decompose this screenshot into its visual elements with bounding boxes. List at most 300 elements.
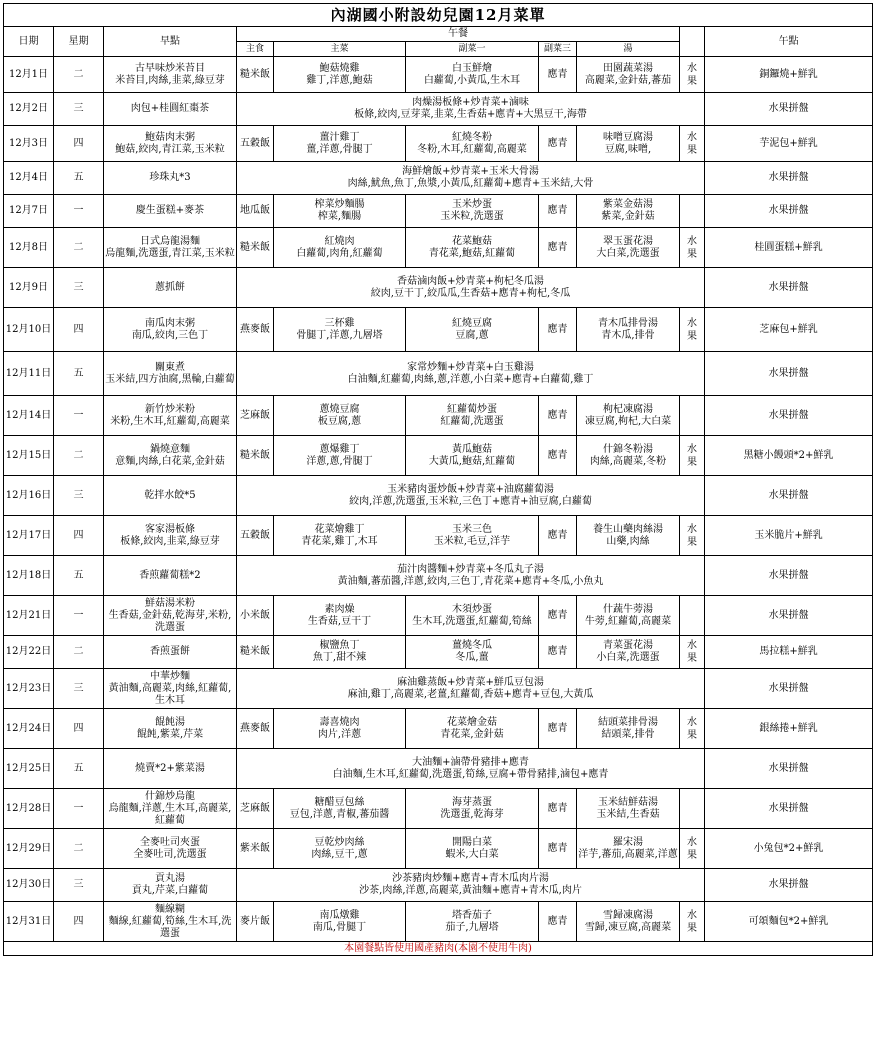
staple-cell: 紫米飯	[237, 829, 274, 869]
breakfast-cell-line: 鮑菇肉末粥	[145, 131, 195, 143]
fruit-cell	[680, 57, 705, 93]
fruit-cell	[680, 228, 705, 268]
side1-cell-line: 開陽白菜	[452, 836, 492, 848]
breakfast-cell-line: 貢丸,芹菜,白蘿蔔	[131, 885, 209, 896]
lunch-combined-cell-line: 海鮮燴飯+炒青菜+玉米大骨湯	[402, 166, 539, 177]
weekday-cell: 五	[54, 556, 104, 596]
side1-cell-line: 豆腐,蔥	[455, 329, 489, 341]
main-cell-line: 蔥燒豆腐	[319, 403, 360, 415]
soup-cell	[577, 57, 680, 93]
breakfast-cell-line: 鮑菇,絞肉,青江菜,玉米粒	[115, 143, 225, 155]
side3-cell: 應青	[539, 516, 577, 556]
soup-cell-line: 結頭菜排骨湯	[598, 716, 658, 728]
weekday-cell: 二	[54, 436, 104, 476]
date-cell: 12月21日	[4, 596, 54, 636]
menu-body	[4, 57, 873, 942]
header-snack: 午點	[705, 27, 873, 57]
soup-cell	[577, 228, 680, 268]
breakfast-cell-line: 米苔目,肉絲,韭菜,綠豆芽	[115, 74, 225, 86]
menu-row	[4, 57, 873, 93]
header-side1: 副菜一	[406, 42, 539, 57]
side1-cell-line: 白玉鮮燴	[452, 62, 492, 74]
lunch-combined-cell-line: 絞肉,洋蔥,洗選蛋,玉米粒,三色丁+應青+油豆腐,白蘿蔔	[349, 495, 592, 507]
main-cell-line: 雞丁,洋蔥,鮑菇	[306, 74, 373, 86]
breakfast-cell	[104, 669, 237, 709]
soup-cell-line: 紫菜,金針菇	[601, 211, 655, 222]
breakfast-cell-line: 板條,絞肉,韭菜,綠豆芽	[120, 535, 220, 547]
breakfast-cell-line: 意麵,肉絲,白花菜,金針菇	[115, 455, 225, 467]
breakfast-cell	[104, 596, 237, 636]
breakfast-cell	[104, 93, 237, 126]
main-cell-line: 鮑菇燒雞	[319, 62, 360, 74]
breakfast-cell-line: 燒賣*2+紫菜湯	[135, 762, 205, 774]
snack-cell: 水果拼盤	[705, 93, 873, 126]
menu-row	[4, 516, 873, 556]
snack-cell: 水果拼盤	[705, 869, 873, 902]
side1-cell-line: 大黃瓜,鮑菇,紅蘿蔔	[428, 455, 516, 467]
fruit-char: 果	[687, 144, 697, 156]
fruit-char: 果	[687, 330, 697, 342]
side3-cell: 應青	[539, 709, 577, 749]
lunch-combined-cell	[237, 476, 705, 516]
snack-cell: 水果拼盤	[705, 476, 873, 516]
soup-cell-line: 什錦冬粉湯	[603, 443, 653, 455]
lunch-combined-cell-line: 白油麵,紅蘿蔔,肉絲,蔥,洋蔥,小白菜+應青+白蘿蔔,雞丁	[347, 373, 594, 385]
staple-cell: 芝麻飯	[237, 789, 274, 829]
breakfast-cell	[104, 636, 237, 669]
header-staple: 主食	[237, 42, 274, 57]
date-cell: 12月18日	[4, 556, 54, 596]
main-cell-line: 骨腿丁,洋蔥,九層塔	[296, 329, 383, 341]
breakfast-cell	[104, 268, 237, 308]
date-cell: 12月2日	[4, 93, 54, 126]
breakfast-cell	[104, 436, 237, 476]
soup-cell-line: 牛蒡,紅蘿蔔,高麗菜	[584, 615, 672, 627]
main-cell-line: 糖醋豆包絲	[314, 796, 365, 808]
menu-row	[4, 636, 873, 669]
fruit-char: 果	[687, 729, 697, 741]
weekday-cell: 三	[54, 669, 104, 709]
lunch-combined-cell	[237, 268, 705, 308]
soup-cell	[577, 126, 680, 162]
staple-cell: 糙米飯	[237, 636, 274, 669]
side1-cell-line: 塔香茄子	[452, 909, 492, 921]
soup-cell-line: 味噌豆腐湯	[603, 131, 653, 143]
soup-cell	[577, 308, 680, 352]
breakfast-cell-line: 蔥抓餅	[155, 281, 185, 293]
fruit-cell	[680, 596, 705, 636]
main-cell-line: 生香菇,豆干丁	[307, 615, 372, 627]
breakfast-cell-line: 南瓜肉末粥	[145, 317, 195, 329]
side3-cell: 應青	[539, 228, 577, 268]
snack-cell: 水果拼盤	[705, 669, 873, 709]
snack-cell: 芋泥包+鮮乳	[705, 126, 873, 162]
weekday-cell: 二	[54, 228, 104, 268]
header-main: 主菜	[274, 42, 406, 57]
side1-cell-line: 玉米三色	[452, 523, 492, 535]
breakfast-cell	[104, 556, 237, 596]
main-cell	[274, 126, 406, 162]
main-cell-line: 青花菜,雞丁,木耳	[301, 535, 378, 547]
lunch-combined-cell-line: 肉燥湯板條+炒青菜+滷味	[412, 97, 529, 108]
date-cell: 12月30日	[4, 869, 54, 902]
main-cell-line: 魚丁,甜不辣	[312, 652, 367, 663]
menu-sheet	[3, 3, 872, 956]
breakfast-cell	[104, 869, 237, 902]
date-cell: 12月17日	[4, 516, 54, 556]
breakfast-cell-line: 生香菇,金針菇,乾海芽,米粉,洗選蛋	[108, 609, 232, 633]
lunch-combined-cell-line: 肉絲,魷魚,魚丁,魚漿,小黃瓜,紅蘿蔔+應青+玉米結,大骨	[347, 178, 594, 189]
side3-cell: 應青	[539, 195, 577, 228]
side1-cell-line: 花菜燴金菇	[447, 716, 497, 728]
soup-cell-line: 枸杞凍腐湯	[603, 403, 653, 415]
breakfast-cell-line: 餛飩,紫菜,芹菜	[136, 728, 204, 740]
main-cell	[274, 57, 406, 93]
staple-cell: 五穀飯	[237, 516, 274, 556]
soup-cell	[577, 789, 680, 829]
fruit-char: 果	[687, 849, 697, 861]
fruit-cell	[680, 829, 705, 869]
soup-cell-line: 青木瓜,排骨	[601, 329, 655, 341]
breakfast-cell	[104, 789, 237, 829]
soup-cell	[577, 516, 680, 556]
breakfast-cell	[104, 476, 237, 516]
main-cell-line: 榨菜炒麵腸	[314, 199, 365, 210]
snack-cell: 水果拼盤	[705, 789, 873, 829]
fruit-cell	[680, 902, 705, 942]
soup-cell-line: 紫菜金菇湯	[603, 199, 653, 210]
date-cell: 12月16日	[4, 476, 54, 516]
fruit-char: 果	[687, 248, 697, 260]
main-cell	[274, 396, 406, 436]
weekday-cell: 一	[54, 195, 104, 228]
side1-cell-line: 紅燒冬粉	[452, 131, 492, 143]
breakfast-cell-line: 鍋燒意麵	[150, 443, 190, 455]
lunch-combined-cell-line: 絞肉,豆干丁,絞瓜瓜,生香菇+應青+枸杞,冬瓜	[370, 287, 571, 299]
side3-cell: 應青	[539, 789, 577, 829]
date-cell: 12月24日	[4, 709, 54, 749]
breakfast-cell-line: 米粉,生木耳,紅蘿蔔,高麗菜	[110, 415, 230, 427]
menu-row	[4, 268, 873, 308]
weekday-cell: 五	[54, 352, 104, 396]
breakfast-cell-line: 全麥吐司夾蛋	[140, 836, 200, 848]
breakfast-cell-line: 玉米結,四方油腐,黑輪,白蘿蔔	[105, 373, 235, 385]
fruit-char: 果	[687, 653, 697, 664]
fruit-char: 果	[687, 456, 697, 468]
breakfast-cell	[104, 749, 237, 789]
lunch-combined-cell	[237, 93, 705, 126]
staple-cell: 地瓜飯	[237, 195, 274, 228]
date-cell: 12月11日	[4, 352, 54, 396]
soup-cell	[577, 902, 680, 942]
snack-cell: 銅鑼燒+鮮乳	[705, 57, 873, 93]
weekday-cell: 三	[54, 869, 104, 902]
lunch-combined-cell-line: 板條,絞肉,豆芽菜,韭菜,生香菇+應青+大黑豆干,海帶	[354, 109, 587, 120]
snack-cell: 水果拼盤	[705, 195, 873, 228]
breakfast-cell-line: 烏龍麵,洗選蛋,青江菜,玉米粒	[105, 247, 235, 259]
breakfast-cell-line: 香煎蛋餅	[150, 646, 190, 657]
fruit-char: 果	[687, 75, 697, 87]
side1-cell	[406, 709, 539, 749]
weekday-cell: 四	[54, 516, 104, 556]
side1-cell	[406, 308, 539, 352]
snack-cell: 水果拼盤	[705, 352, 873, 396]
side1-cell-line: 紅蘿蔔,洗選蛋	[440, 415, 504, 427]
breakfast-cell	[104, 396, 237, 436]
main-cell-line: 白蘿蔔,肉角,紅蘿蔔	[296, 247, 383, 259]
side1-cell-line: 茄子,九層塔	[445, 921, 499, 933]
menu-row	[4, 669, 873, 709]
main-cell	[274, 228, 406, 268]
main-cell	[274, 902, 406, 942]
header-weekday: 星期	[54, 27, 104, 57]
main-cell-line: 三杯雞	[324, 317, 355, 329]
side1-cell	[406, 902, 539, 942]
lunch-combined-cell-line: 沙茶豬肉炒麵+應青+青木瓜肉片湯	[392, 873, 549, 884]
menu-row	[4, 126, 873, 162]
side1-cell-line: 玉米粒,毛豆,洋芋	[433, 535, 511, 547]
main-cell-line: 板豆腐,蔥	[317, 415, 362, 427]
side1-cell	[406, 436, 539, 476]
breakfast-cell	[104, 352, 237, 396]
soup-cell	[577, 436, 680, 476]
soup-cell-line: 翠玉蛋花湯	[603, 235, 653, 247]
weekday-cell: 四	[54, 902, 104, 942]
side1-cell-line: 青花菜,鮑菇,紅蘿蔔	[428, 247, 516, 259]
soup-cell-line: 青木瓜排骨湯	[598, 317, 658, 329]
header-side3: 副菜三	[539, 42, 577, 57]
fruit-cell	[680, 436, 705, 476]
header-soup: 湯	[577, 42, 680, 57]
main-cell	[274, 195, 406, 228]
side1-cell-line: 玉米炒蛋	[452, 199, 492, 210]
side3-cell: 應青	[539, 126, 577, 162]
main-cell-line: 豆包,洋蔥,青椒,蕃茄醬	[289, 808, 390, 820]
breakfast-cell-line: 新竹炒米粉	[145, 403, 195, 415]
soup-cell	[577, 636, 680, 669]
soup-cell-line: 羅宋湯	[613, 836, 643, 848]
menu-row	[4, 829, 873, 869]
main-cell	[274, 308, 406, 352]
main-cell-line: 椒鹽魚丁	[319, 640, 360, 651]
main-cell	[274, 436, 406, 476]
fruit-cell	[680, 709, 705, 749]
main-cell	[274, 829, 406, 869]
fruit-char: 水	[687, 909, 697, 921]
breakfast-cell	[104, 516, 237, 556]
menu-table	[3, 3, 873, 956]
soup-cell	[577, 709, 680, 749]
breakfast-cell	[104, 829, 237, 869]
soup-cell	[577, 829, 680, 869]
breakfast-cell-line: 麵線,紅蘿蔔,筍絲,生木耳,洗選蛋	[108, 915, 232, 939]
side1-cell-line: 木須炒蛋	[452, 603, 492, 615]
main-cell-line: 紅燒肉	[324, 235, 355, 247]
weekday-cell: 三	[54, 476, 104, 516]
lunch-combined-cell-line: 白油麵,生木耳,紅蘿蔔,洗選蛋,筍絲,豆腐+帶骨豬排,滷包+應青	[332, 768, 609, 780]
snack-cell: 水果拼盤	[705, 596, 873, 636]
menu-row	[4, 476, 873, 516]
side1-cell-line: 白蘿蔔,小黃瓜,生木耳	[423, 74, 521, 86]
weekday-cell: 四	[54, 308, 104, 352]
side1-cell-line: 洗選蛋,乾海芽	[440, 808, 504, 820]
main-cell-line: 南瓜,骨腿丁	[312, 921, 367, 933]
fruit-cell	[680, 789, 705, 829]
date-cell: 12月10日	[4, 308, 54, 352]
soup-cell-line: 結頭菜,排骨	[601, 728, 655, 740]
lunch-combined-cell-line: 茄汁肉醬麵+炒青菜+冬瓜丸子湯	[397, 563, 544, 575]
side1-cell-line: 冬粉,木耳,紅蘿蔔,高麗菜	[417, 143, 527, 155]
date-cell: 12月25日	[4, 749, 54, 789]
lunch-combined-cell-line: 大油麵+滷帶骨豬排+應青	[412, 756, 529, 768]
date-cell: 12月3日	[4, 126, 54, 162]
side3-cell: 應青	[539, 57, 577, 93]
breakfast-cell-line: 日式烏龍湯麵	[140, 235, 200, 247]
main-cell-line: 素肉燥	[324, 603, 355, 615]
menu-row	[4, 556, 873, 596]
soup-cell	[577, 195, 680, 228]
lunch-combined-cell-line: 麻油,雞丁,高麗菜,老薑,紅蘿蔔,香菇+應青+豆包,大黃瓜	[347, 688, 594, 700]
breakfast-cell-line: 乾拌水餃*5	[144, 489, 196, 501]
weekday-cell: 二	[54, 57, 104, 93]
weekday-cell: 一	[54, 596, 104, 636]
fruit-char: 水	[687, 640, 697, 651]
main-cell-line: 薑汁雞丁	[319, 131, 360, 143]
fruit-cell	[680, 636, 705, 669]
main-cell-line: 薑,洋蔥,骨腿丁	[306, 143, 373, 155]
soup-cell-line: 什蔬牛蒡湯	[603, 603, 653, 615]
menu-row	[4, 902, 873, 942]
menu-row	[4, 352, 873, 396]
soup-cell-line: 大白菜,洗選蛋	[596, 247, 660, 259]
breakfast-cell-line: 肉包+桂圓紅棗茶	[130, 103, 210, 114]
side1-cell-line: 玉米粒,洗選蛋	[440, 211, 504, 222]
side1-cell-line: 紅蘿蔔炒蛋	[447, 403, 497, 415]
date-cell: 12月9日	[4, 268, 54, 308]
date-cell: 12月4日	[4, 162, 54, 195]
lunch-combined-cell-line: 香菇滷肉飯+炒青菜+枸杞冬瓜湯	[397, 275, 544, 287]
lunch-combined-cell-line: 玉米豬肉蛋炒飯+炒青菜+油腐蘿蔔湯	[387, 483, 554, 495]
breakfast-cell-line: 關東煮	[155, 361, 185, 373]
snack-cell: 水果拼盤	[705, 556, 873, 596]
fruit-char: 果	[687, 922, 697, 934]
date-cell: 12月1日	[4, 57, 54, 93]
breakfast-cell-line: 麵線糊	[155, 903, 185, 915]
weekday-cell: 一	[54, 789, 104, 829]
menu-row	[4, 869, 873, 902]
menu-row	[4, 308, 873, 352]
breakfast-cell-line: 古早味炒米苔目	[135, 62, 205, 74]
soup-cell-line: 青菜蛋花湯	[603, 640, 653, 651]
date-cell: 12月29日	[4, 829, 54, 869]
menu-row	[4, 436, 873, 476]
breakfast-cell-line: 香煎蘿蔔糕*2	[139, 569, 201, 581]
main-cell-line: 肉片,洋蔥	[317, 728, 362, 740]
snack-cell: 桂圓蛋糕+鮮乳	[705, 228, 873, 268]
fruit-char: 水	[687, 836, 697, 848]
header-lunch: 午餐	[237, 27, 680, 42]
main-cell	[274, 709, 406, 749]
soup-cell-line: 田園蔬菜湯	[603, 62, 653, 74]
menu-row	[4, 228, 873, 268]
side3-cell: 應青	[539, 902, 577, 942]
weekday-cell: 三	[54, 93, 104, 126]
side1-cell	[406, 195, 539, 228]
date-cell: 12月28日	[4, 789, 54, 829]
fruit-char: 水	[687, 716, 697, 728]
fruit-char: 水	[687, 443, 697, 455]
weekday-cell: 四	[54, 126, 104, 162]
fruit-char: 水	[687, 131, 697, 143]
main-cell-line: 洋蔥,蔥,骨腿丁	[306, 455, 373, 467]
soup-cell-line: 雪歸凍腐湯	[603, 909, 653, 921]
side1-cell	[406, 596, 539, 636]
side1-cell	[406, 126, 539, 162]
weekday-cell: 三	[54, 268, 104, 308]
staple-cell: 糙米飯	[237, 57, 274, 93]
snack-cell: 銀絲捲+鮮乳	[705, 709, 873, 749]
date-cell: 12月7日	[4, 195, 54, 228]
weekday-cell: 五	[54, 162, 104, 195]
menu-row	[4, 93, 873, 126]
menu-row	[4, 789, 873, 829]
snack-cell: 水果拼盤	[705, 396, 873, 436]
breakfast-cell-line: 珍珠丸*3	[149, 172, 191, 183]
snack-cell: 水果拼盤	[705, 162, 873, 195]
breakfast-cell-line: 中華炒麵	[150, 670, 190, 682]
staple-cell: 糙米飯	[237, 228, 274, 268]
main-cell	[274, 596, 406, 636]
fruit-char: 水	[687, 317, 697, 329]
breakfast-cell	[104, 902, 237, 942]
main-cell-line: 壽喜燒肉	[319, 716, 360, 728]
side1-cell	[406, 636, 539, 669]
header-breakfast: 早點	[104, 27, 237, 57]
staple-cell: 燕麥飯	[237, 709, 274, 749]
snack-cell: 可頌麵包*2+鮮乳	[705, 902, 873, 942]
main-cell-line: 花菜燴雞丁	[314, 523, 365, 535]
lunch-combined-cell	[237, 669, 705, 709]
breakfast-cell-line: 餛飩湯	[155, 716, 185, 728]
side1-cell	[406, 516, 539, 556]
staple-cell: 小米飯	[237, 596, 274, 636]
breakfast-cell-line: 黃油麵,高麗菜,肉絲,紅蘿蔔,生木耳	[108, 682, 232, 706]
main-cell-line: 榨菜,麵腸	[317, 211, 362, 222]
footer-note: 本園餐點皆使用國產豬肉(本園不使用牛肉)	[4, 942, 873, 956]
fruit-cell	[680, 396, 705, 436]
staple-cell: 糙米飯	[237, 436, 274, 476]
breakfast-cell-line: 慶生蛋糕+麥茶	[135, 205, 205, 216]
main-cell-line: 肉絲,豆干,蔥	[311, 848, 368, 860]
snack-cell: 小兔包*2+鮮乳	[705, 829, 873, 869]
side1-cell-line: 生木耳,洗選蛋,紅蘿蔔,筍絲	[412, 615, 532, 627]
main-cell	[274, 516, 406, 556]
lunch-combined-cell-line: 家常炒麵+炒青菜+白玉雞湯	[407, 361, 534, 373]
side3-cell: 應青	[539, 308, 577, 352]
main-cell-line: 豆乾炒肉絲	[314, 836, 365, 848]
main-cell	[274, 636, 406, 669]
snack-cell: 芝麻包+鮮乳	[705, 308, 873, 352]
side1-cell	[406, 228, 539, 268]
lunch-combined-cell-line: 黃油麵,蕃茄醬,洋蔥,絞肉,三色丁,青花菜+應青+冬瓜,小魚丸	[337, 575, 604, 587]
side1-cell-line: 黃瓜鮑菇	[452, 443, 492, 455]
snack-cell: 馬拉糕+鮮乳	[705, 636, 873, 669]
menu-row	[4, 709, 873, 749]
soup-cell	[577, 596, 680, 636]
side1-cell	[406, 789, 539, 829]
fruit-cell	[680, 126, 705, 162]
soup-cell-line: 洋芋,蕃茄,高麗菜,洋蔥	[578, 848, 678, 860]
